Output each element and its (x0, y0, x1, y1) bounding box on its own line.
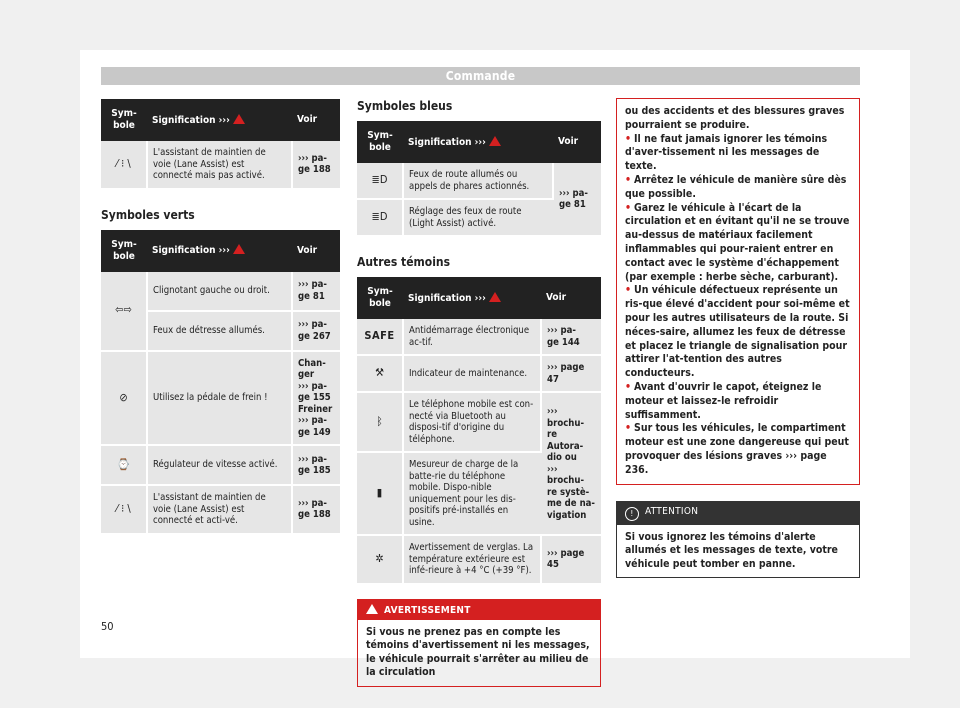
section-title-green: Symboles verts (101, 207, 195, 222)
warning-box: AVERTISSEMENT Si vous ne prenez pas en compte les témoins d'avertissement ni les messages, le véhicule pourrait s'arrêter au milieu de la circulation (357, 599, 601, 687)
frost-icon: ✲ (357, 535, 403, 584)
table-row: ᛒ Le téléphone mobile est con-necté via Bluetooth au disposi-tif d'origine du téléphone. ››› brochu- re Autora- dio ou ››› brochu- re systè- me de na- vigation (357, 392, 601, 452)
table-row: ⁄ ⁝ \ L'assistant de maintien de voie (Lane Assist) est connecté mais pas activé. ››› pa- ge 188 (101, 141, 340, 189)
table-row: Feux de détresse allumés. ››› pa- ge 267 (101, 311, 340, 351)
warning-box-continuation: ou des accidents et des blessures graves pourraient se produire. • Il ne faut jamais ignorer les témoins d'aver-tissement ni les messages de texte. • Arrêtez le véhicule de manière sûre dès que possible. • Garez le véhicule à l'écart de la circulation et en évitant qu'il ne se trouve au-dessus de matériaux facilement inflammables qui pour-raient entrer en contact avec le système d'échappement (par exemple : herbe sèche, carburant). • Un véhicule défectueux représente un ris-que élevé d'accident pour soi-même et pour les autres utilisateurs de la route. Si néces-saire, allumez les feux de détresse et placez le triangle de signalisation pour attirer l'at-tention des autres conducteurs. • Avant d'ouvrir le capot, éteignez le moteur et laissez-le refroidir suffisamment. • Sur tous les véhicules, le compartiment moteur est une zone dangereuse qui peut provoquer des lésions graves ››› page 236. (616, 98, 860, 485)
list-item: • Un véhicule défectueux représente un ris-que élevé d'accident pour soi-même et pour les autres utilisateurs de la route. Si néces-saire, allumez les feux de détresse et placez le triangle de signalisation pour attirer l'at-tention des autres conducteurs. (625, 284, 850, 380)
table-row: ≣D Réglage des feux de route (Light Assist) activé. (357, 199, 601, 236)
warning-triangle-icon (489, 136, 501, 146)
info-icon: ! (625, 507, 639, 521)
page-number: 50 (101, 620, 114, 633)
attention-box: ! ATTENTION Si vous ignorez les témoins d'alerte allumés et les messages de texte, votre véhicule peut tomber en panne. (616, 501, 860, 579)
table-row: ✲ Avertissement de verglas. La température extérieure est infé-rieure à +4 °C (+39 °F). ››› page 45 (357, 535, 601, 584)
table-row: ▮ Mesureur de charge de la batte-rie du téléphone mobile. Dispo-nible uniquement pour les dis-positifs pré-installés en usine. (357, 452, 601, 535)
symbols-table-blue: Sym- bole Signification ››› Voir ≣D Feux de route allumés ou appels de phares actionnés. ››› pa- ge 81 ≣D Réglage des feux de route (Light Assist) activé. (357, 121, 601, 237)
header-voir: Voir (292, 99, 340, 141)
warning-triangle-icon (233, 244, 245, 254)
section-title-blue: Symboles bleus (357, 99, 453, 113)
lane-assist-icon: ⁄ ⁝ \ (101, 141, 147, 189)
symbols-table-other: Sym- bole Signification ››› Voir SAFE Antidémarrage électronique ac-tif. ››› pa- ge 144 ⚒ Indicateur de maintenance. ››› page 47 ᛒ Le téléphone mobile est con-necté via Bluetooth au disposi-tif d'origine du téléphone. ››› brochu- re Autora- dio ou ››› brochu- re systè- me de na- vigation ▮ Mesureur de charge de la batte-rie du téléphone mobile. Dispo-nible uniquement pour les dis-positifs pré-installés en usine. ✲ Avertissement de verglas. La température extérieure est infé-rieure à +4 °C (+39 °F). ››› page 45 (357, 277, 601, 585)
section-title-other: Autres témoins (357, 255, 451, 269)
column-middle (357, 99, 601, 687)
list-item: • Avant d'ouvrir le capot, éteignez le moteur et laissez-le refroidir suffisamment. (625, 380, 822, 421)
list-item: • Arrêtez le véhicule de manière sûre dès que possible. (625, 173, 847, 200)
warning-triangle-icon (366, 604, 378, 614)
wrench-icon: ⚒ (357, 355, 403, 392)
warning-triangle-icon (233, 114, 245, 124)
warning-triangle-icon (489, 292, 501, 302)
symbols-table-top (101, 99, 340, 190)
column-right (616, 99, 860, 578)
header-symbole: Sym- bole (101, 99, 147, 141)
light-assist-icon: ≣D (357, 199, 403, 236)
table-row: ⊘ Utilisez la pédale de frein ! Chan- ger ››› pa- ge 155 Freiner ››› pa- ge 149 (101, 351, 340, 446)
turn-signal-icon: ⇦⇨ (101, 272, 147, 351)
warning-bullets (625, 133, 851, 478)
cruise-control-icon: ⌚ (101, 445, 147, 485)
header-signification: Signification ››› (147, 99, 292, 141)
page-header: Commande (101, 67, 860, 85)
list-item: • Garez le véhicule à l'écart de la circulation et en évitant qu'il ne se trouve au-dessus de matériaux facilement inflammables qui pour-raient entrer en contact avec le système d'échappement (par exemple : herbe sèche, carburant). (625, 201, 850, 283)
phone-battery-icon: ▮ (357, 452, 403, 535)
table-row: ⚒ Indicateur de maintenance. ››› page 47 (357, 355, 601, 392)
table-row: ⁄ ⁝ \ L'assistant de maintien de voie (Lane Assist) est connecté et acti-vé. ››› pa- ge 188 (101, 485, 340, 534)
list-item: • Il ne faut jamais ignorer les témoins d'aver-tissement ni les messages de texte. (625, 132, 828, 173)
symbols-table-green: Sym- bole Signification ››› Voir ⇦⇨ Clignotant gauche ou droit. ››› pa- ge 81 Feux de détresse allumés. ››› pa- ge 267 ⊘ Utilisez la pédale de frein ! Chan- ger ››› pa- ge 155 Freiner ››› pa- ge 149 ⌚ Régulateur de vitesse activé. ››› pa- ge 185 ⁄ ⁝ \ L'assistant de maintien de voie (Lane Assist) est connecté et acti-vé. ››› pa- ge 188 (101, 230, 340, 535)
table-row: ⌚ Régulateur de vitesse activé. ››› pa- ge 185 (101, 445, 340, 485)
bluetooth-icon: ᛒ (357, 392, 403, 452)
safe-icon: SAFE (357, 319, 403, 355)
lane-assist-icon: ⁄ ⁝ \ (101, 485, 147, 534)
list-item: • Sur tous les véhicules, le compartiment moteur est une zone dangereuse qui peut provoquer des lésions graves ››› page 236. (625, 422, 849, 476)
column-left (101, 99, 340, 535)
table-row: SAFE Antidémarrage électronique ac-tif. ››› pa- ge 144 (357, 319, 601, 355)
table-row: ⇦⇨ Clignotant gauche ou droit. ››› pa- ge 81 (101, 272, 340, 311)
table-row: ≣D Feux de route allumés ou appels de phares actionnés. ››› pa- ge 81 (357, 163, 601, 199)
brake-pedal-icon: ⊘ (101, 351, 147, 446)
high-beam-icon: ≣D (357, 163, 403, 199)
